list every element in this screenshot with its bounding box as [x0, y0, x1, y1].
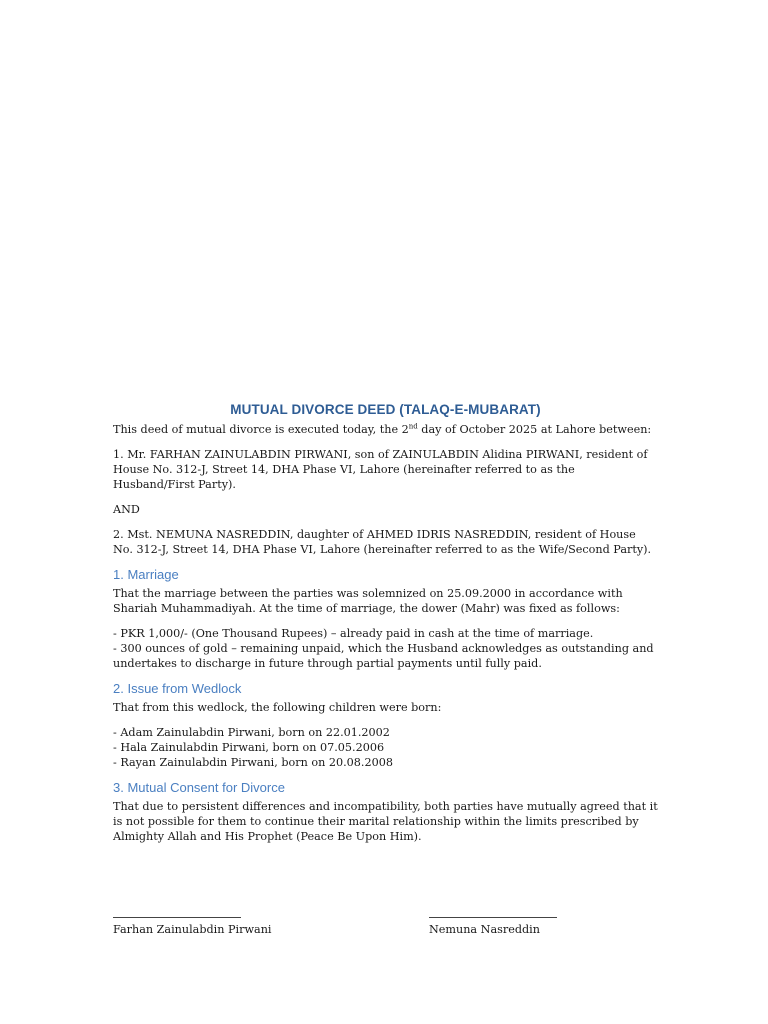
- wife-signature-line: [429, 908, 557, 918]
- dower-item-cash: - PKR 1,000/- (One Thousand Rupees) – already paid in cash at the time of marriage.: [113, 627, 594, 640]
- signature-block: [113, 908, 658, 948]
- intro-ordinal-suffix: nd: [408, 422, 418, 431]
- marriage-paragraph: That the marriage between the parties was solemnized on 25.09.2000 in accordance with Shariah Muhammadiyah. At the time of marriage, the dower (Mahr) was fixed as follows:: [113, 587, 623, 615]
- child-item: - Hala Zainulabdin Pirwani, born on 07.05.2006: [113, 741, 385, 754]
- intro-paragraph: [113, 422, 658, 437]
- section-heading-consent: 3. Mutual Consent for Divorce: [113, 780, 285, 795]
- document-title: MUTUAL DIVORCE DEED (TALAQ-E-MUBARAT): [230, 402, 541, 417]
- husband-signature-name: Farhan Zainulabdin Pirwani: [113, 923, 272, 936]
- husband-signature-line: [113, 908, 241, 918]
- conjunction-and: AND: [113, 503, 140, 516]
- section-heading-marriage: 1. Marriage: [113, 567, 179, 582]
- wife-signature-name: Nemuna Nasreddin: [429, 923, 540, 936]
- section-heading-issue: 2. Issue from Wedlock: [113, 681, 242, 696]
- deed-body: [113, 402, 658, 844]
- wife-signature: [429, 908, 629, 937]
- issue-paragraph: That from this wedlock, the following children were born:: [113, 701, 442, 714]
- child-item: - Rayan Zainulabdin Pirwani, born on 20.08.2008: [113, 756, 393, 769]
- child-item: - Adam Zainulabdin Pirwani, born on 22.01.2002: [113, 726, 390, 739]
- intro-text-end: day of October 2025 at Lahore between:: [417, 423, 652, 436]
- party-two-paragraph: 2. Mst. NEMUNA NASREDDIN, daughter of AHMED IDRIS NASREDDIN, resident of House No. 312-J, Street 14, DHA Phase VI, Lahore (hereinafter referred to as the Wife/Second Party).: [113, 528, 652, 556]
- dower-item-gold: - 300 ounces of gold – remaining unpaid, which the Husband acknowledges as outstanding and undertakes to discharge in future through partial payments until fully paid.: [113, 642, 654, 670]
- intro-text-start: This deed of mutual divorce is executed today, the 2: [113, 423, 409, 436]
- consent-paragraph: That due to persistent differences and incompatibility, both parties have mutually agreed that it is not possible for them to continue their marital relationship within the limits prescribed by Almighty Allah and His Prophet (Peace Be Upon Him).: [113, 800, 658, 843]
- party-one-paragraph: 1. Mr. FARHAN ZAINULABDIN PIRWANI, son of ZAINULABDIN Alidina PIRWANI, resident of House No. 312-J, Street 14, DHA Phase VI, Lahore (hereinafter referred to as the Husband/First Party).: [113, 448, 648, 491]
- husband-signature: [113, 908, 313, 937]
